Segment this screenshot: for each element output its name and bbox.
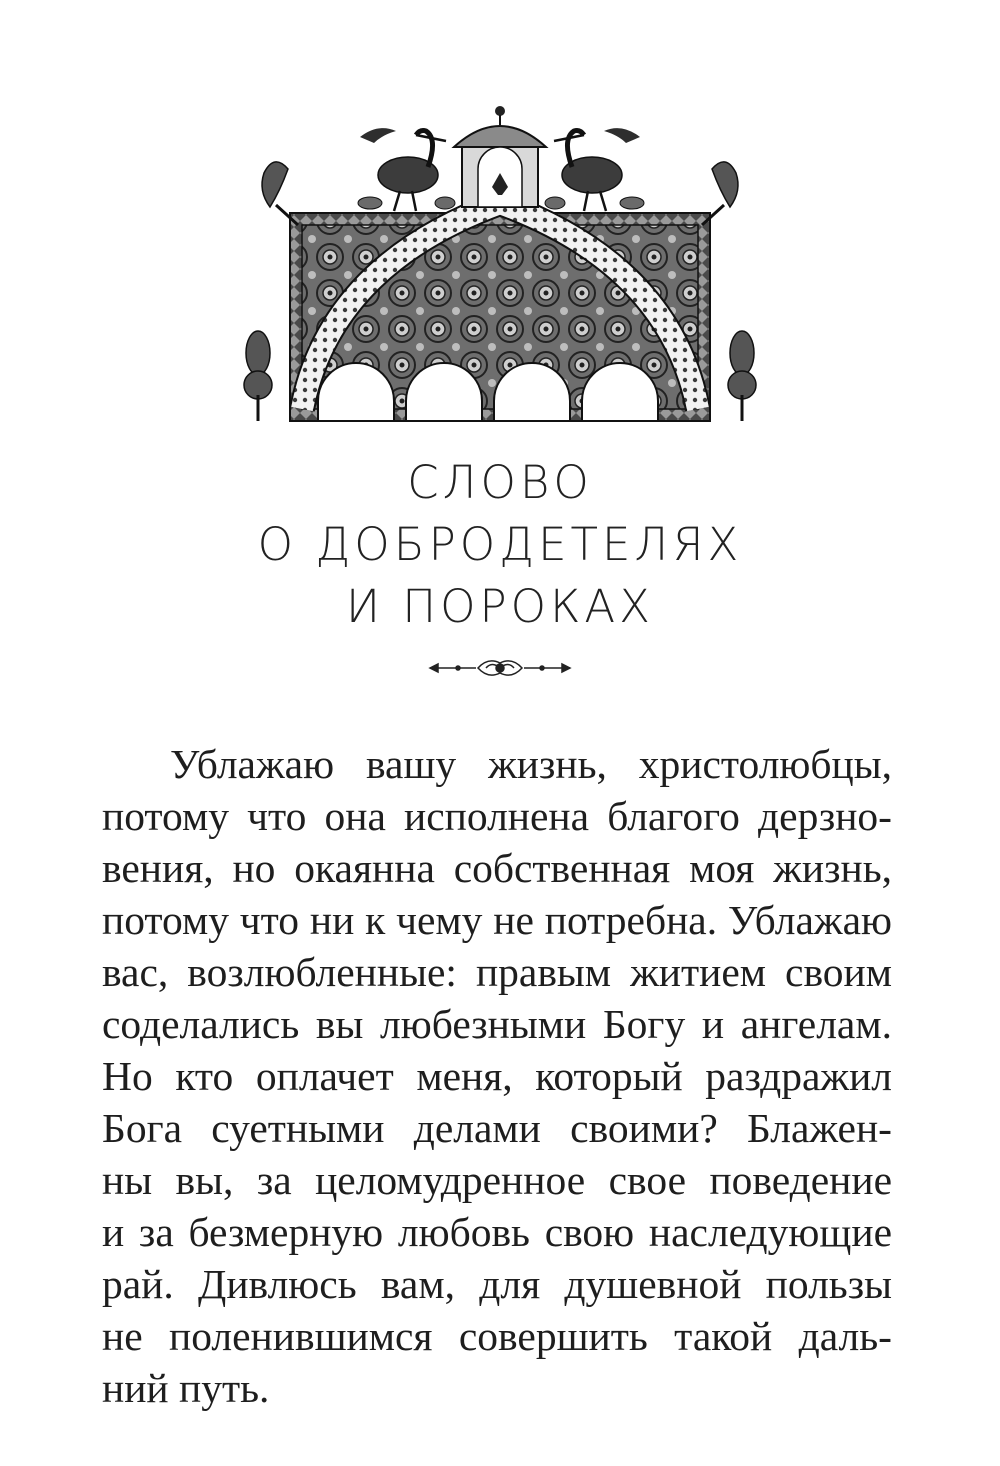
- text-line: рай. Дивлюсь вам, для душевной пользы: [102, 1261, 892, 1307]
- ornamental-headpiece-icon: [240, 95, 760, 430]
- text-line: не поленившимся совершить такой даль-: [102, 1313, 892, 1359]
- text-line: Бога суетными делами своими? Блажен-: [102, 1105, 892, 1151]
- text-line: и за безмерную любовь свою наследующие: [102, 1209, 892, 1255]
- ornamental-divider-icon: [428, 655, 572, 681]
- text-line: потому что она исполнена благого дерзно-: [102, 793, 892, 839]
- text-line: соделались вы любезными Богу и ангелам.: [102, 1001, 892, 1047]
- title-line-2: О ДОБРОДЕТЕЛЯХ: [257, 518, 743, 571]
- text-line: Ублажаю вашу жизнь, христолюбцы,: [170, 741, 892, 787]
- text-line: ний путь.: [102, 1365, 270, 1411]
- text-line: потому что ни к чему не потребна. Ублажаю: [102, 897, 892, 943]
- text-line: вения, но окаянна собственная моя жизнь,: [102, 845, 892, 891]
- text-line: ны вы, за целомудренное свое поведение: [102, 1157, 892, 1203]
- title-line-3: И ПОРОКАХ: [345, 580, 655, 633]
- text-line: вас, возлюбленные: правым житием своим: [102, 949, 892, 995]
- text-line: Но кто оплачет меня, который раздражил: [102, 1053, 892, 1099]
- body-paragraph: [102, 738, 892, 1414]
- title-line-1: СЛОВО: [407, 456, 593, 509]
- chapter-title: [0, 452, 1000, 638]
